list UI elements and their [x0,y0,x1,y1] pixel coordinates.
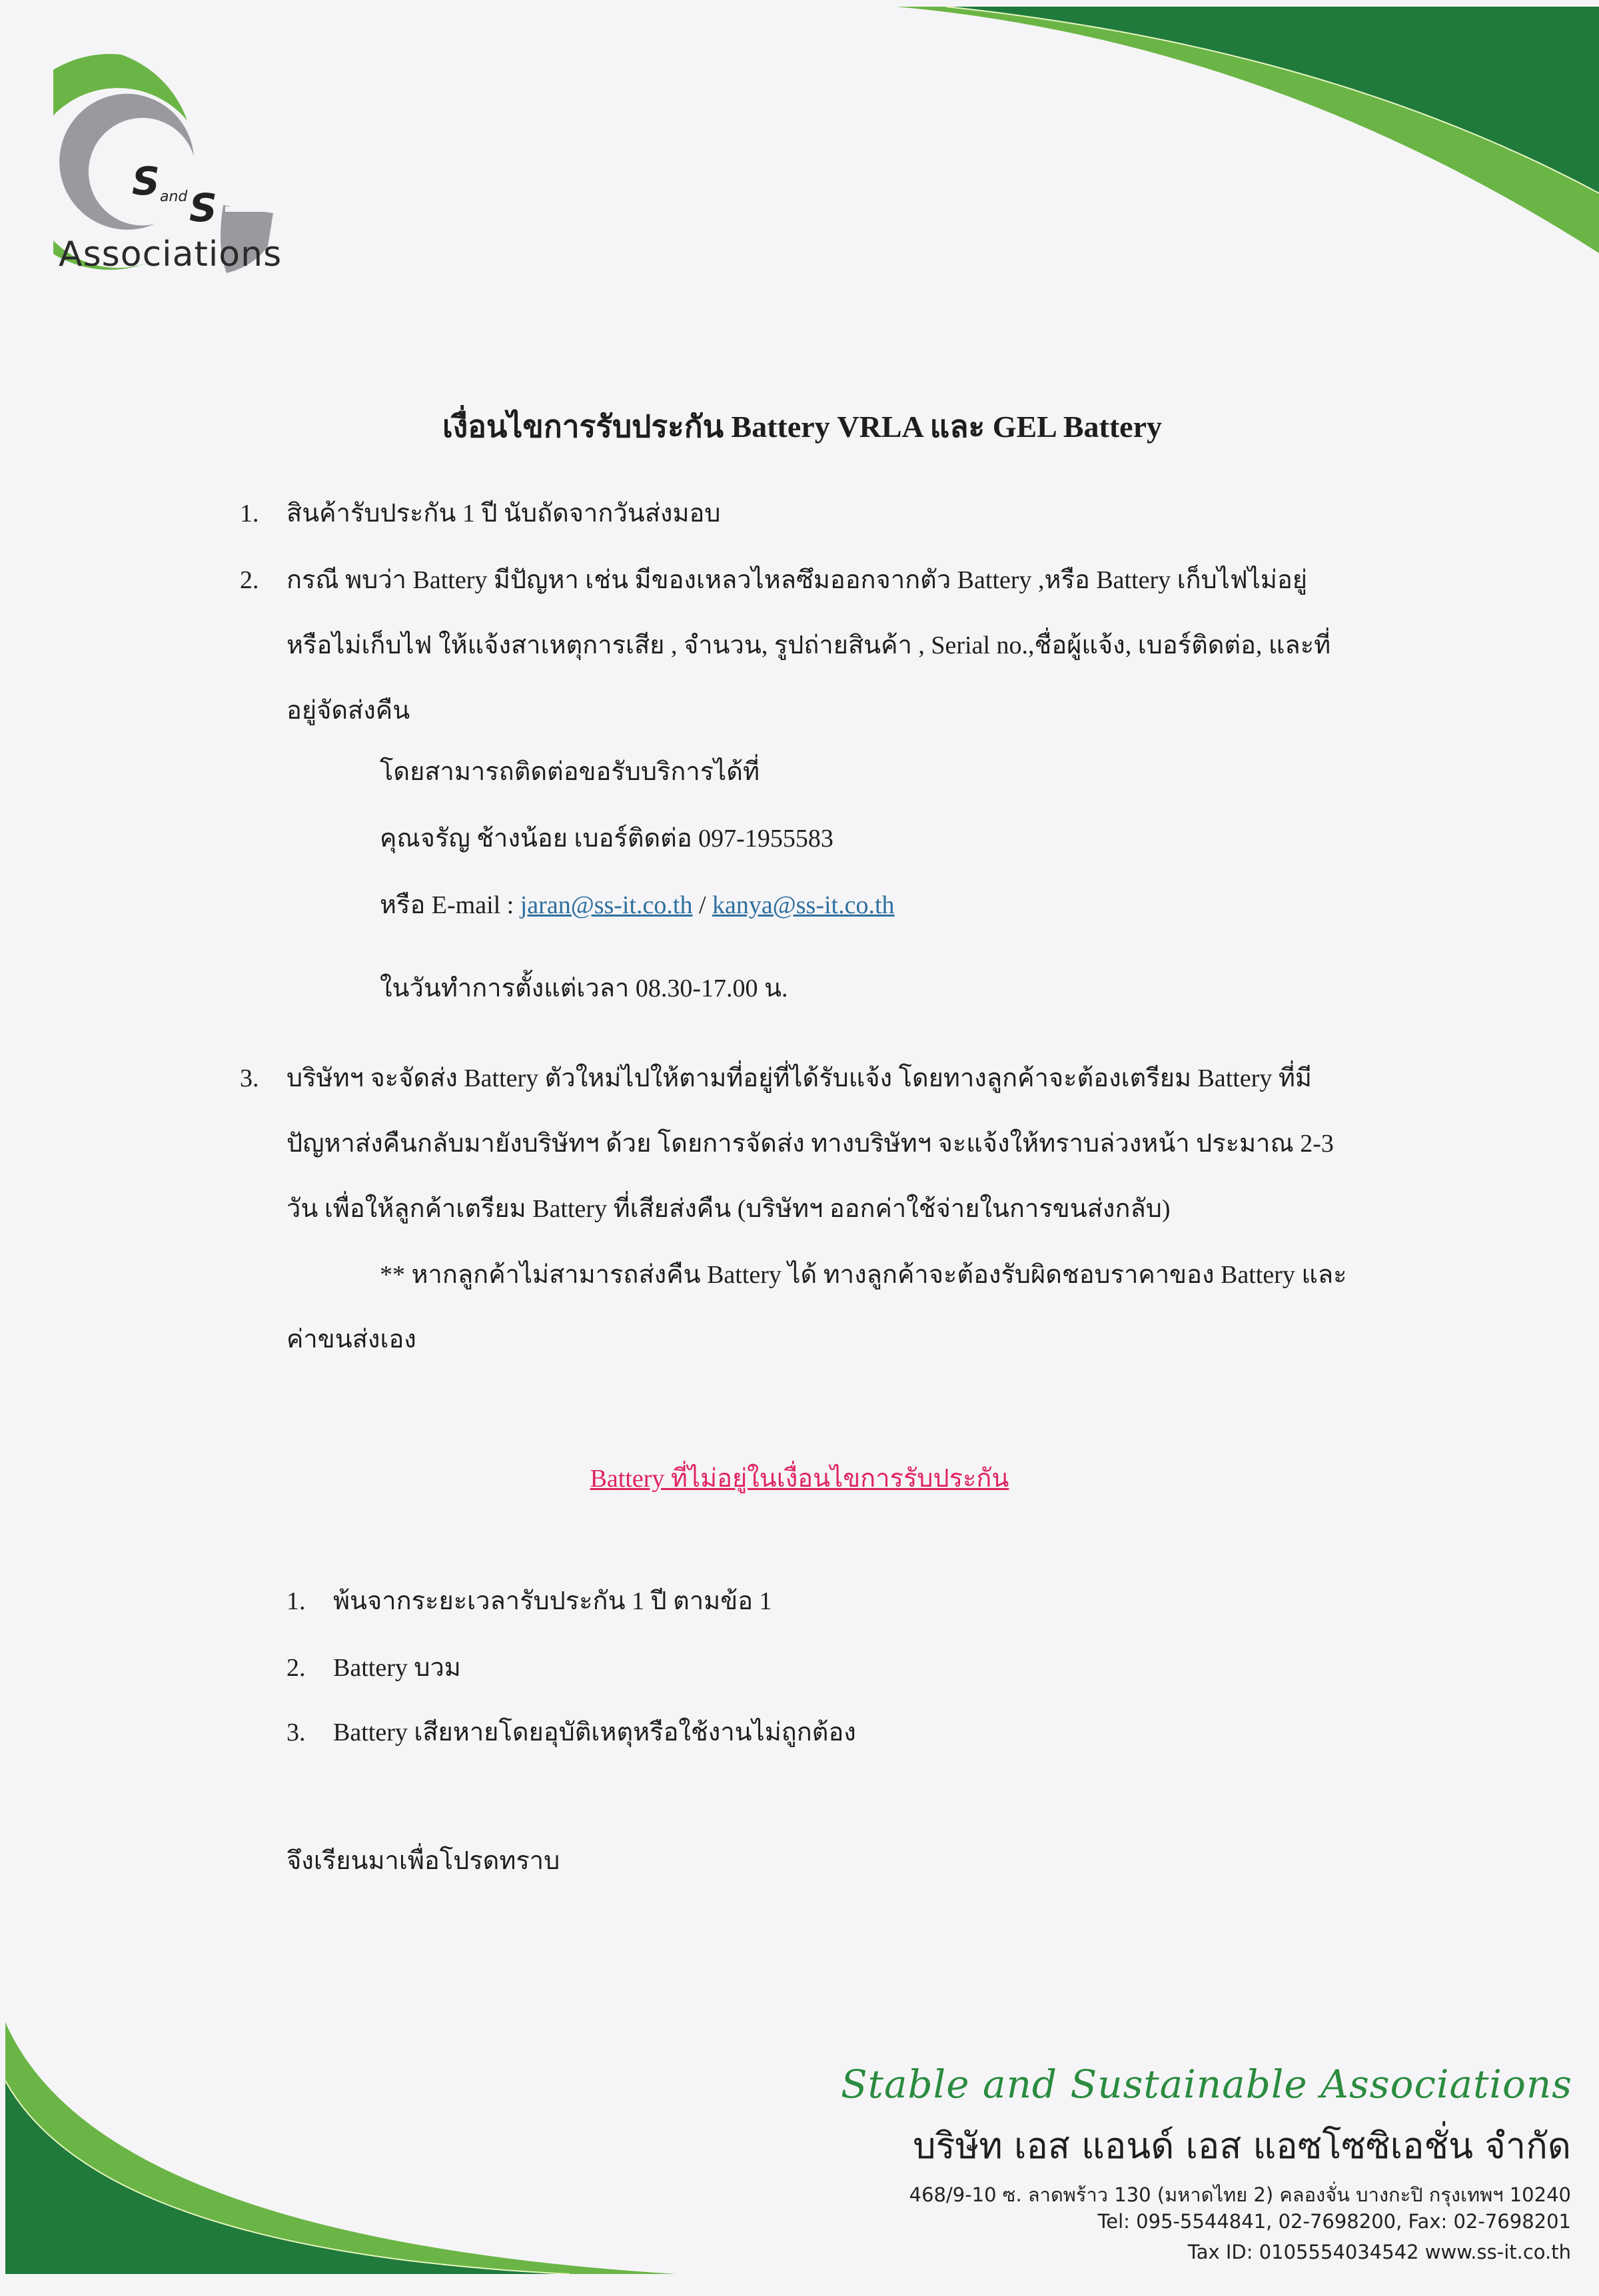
list-number: 2. [286,1654,306,1682]
exclusion-item-2 [286,1655,461,1681]
logo-monogram-text: S [132,159,160,204]
list-number: 1. [240,500,259,528]
list-number: 2. [240,566,259,594]
condition-3-note: ** หากลูกค้าไม่สามารถส่งคืน Battery ได้ ทางลูกค้าจะต้องรับผิดชอบราคาของ Battery และ [380,1261,1347,1289]
email-link-kanya[interactable]: kanya@ss-it.co.th [712,891,895,919]
condition-3-line-3: วัน เพื่อให้ลูกค้าเตรียม Battery ที่เสียส่งคืน (บริษัทฯ ออกค่าใช้จ่ายในการขนส่งกลับ) [286,1195,1171,1223]
list-number: 1. [286,1587,306,1615]
bottom-left-green-swoosh [0,1985,866,2296]
condition-2 [240,568,1307,593]
list-number: 3. [240,1064,259,1092]
company-tagline: Stable and Sustainable Associations [840,2062,1572,2107]
exclusion-text: Battery บวม [333,1654,461,1682]
contact-person: คุณจรัญ ช้างน้อย เบอร์ติดต่อ 097-1955583 [380,825,833,853]
list-number: 3. [286,1719,306,1746]
svg-text:and: and [160,189,188,205]
logo-wordmark: Associations [59,234,282,274]
contact-intro: โดยสามารถติดต่อขอรับบริการได้ที่ [380,758,760,786]
contact-emails [380,893,895,918]
condition-text: สินค้ารับประกัน 1 ปี นับถัดจากวันส่งมอบ [286,500,721,528]
condition-2-line-3: อยู่จัดส่งคืน [286,697,410,725]
contact-hours: ในวันทำการตั้งแต่เวลา 08.30-17.00 น. [380,974,788,1002]
exclusion-text: พ้นจากระยะเวลารับประกัน 1 ปี ตามข้อ 1 [333,1587,772,1615]
condition-3-line-2: ปัญหาส่งคืนกลับมายังบริษัทฯ ด้วย โดยการจัดส่ง ทางบริษัทฯ จะแจ้งให้ทราบล่วงหน้า ประมาณ 2-3 [286,1130,1334,1158]
condition-text: บริษัทฯ จะจัดส่ง Battery ตัวใหม่ไปให้ตามที่อยู่ที่ได้รับแจ้ง โดยทางลูกค้าจะต้องเตรียม Battery ที่มี [286,1064,1312,1092]
closing-text: จึงเรียนมาเพื่อโปรดทราบ [286,1847,560,1875]
condition-3 [240,1066,1312,1091]
condition-1 [240,501,720,526]
condition-2-line-2: หรือไม่เก็บไฟ ให้แจ้งสาเหตุการเสีย , จำนวน, รูปถ่ายสินค้า , Serial no.,ชื่อผู้แจ้ง, เบอร์ติดต่อ, และที่ [286,631,1331,659]
company-address: 468/9-10 ซ. ลาดพร้าว 130 (มหาดไทย 2) คลองจั่น บางกะปิ กรุงเทพฯ 10240 [909,2183,1571,2206]
email-link-jaran[interactable]: jaran@ss-it.co.th [520,891,693,919]
company-phones: Tel: 095-5544841, 02-7698200, Fax: 02-7698201 [1097,2210,1571,2233]
condition-3-note-line-2: ค่าขนส่งเอง [286,1326,416,1353]
document-title: เงื่อนไขการรับประกัน Battery VRLA และ GEL Battery [442,410,1162,444]
company-name-thai: บริษัท เอส แอนด์ เอส แอซโซซิเอชั่น จำกัด [913,2125,1571,2167]
exclusions-heading: Battery ที่ไม่อยู่ในเงื่อนไขการรับประกัน [590,1465,1009,1493]
condition-text: กรณี พบว่า Battery มีปัญหา เช่น มีของเหลวไหลซึมออกจากตัว Battery ,หรือ Battery เก็บไฟไม่อยู่ [286,566,1308,594]
email-label: หรือ E-mail : [380,891,520,919]
svg-text:S: S [189,185,217,230]
exclusion-item-1 [286,1589,772,1614]
email-separator: / [692,891,713,919]
company-tax-website: Tax ID: 0105554034542 www.ss-it.co.th [1187,2241,1571,2263]
exclusion-text: Battery เสียหายโดยอุบัติเหตุหรือใช้งานไม่ถูกต้อง [333,1719,856,1746]
exclusion-item-3 [286,1720,856,1745]
